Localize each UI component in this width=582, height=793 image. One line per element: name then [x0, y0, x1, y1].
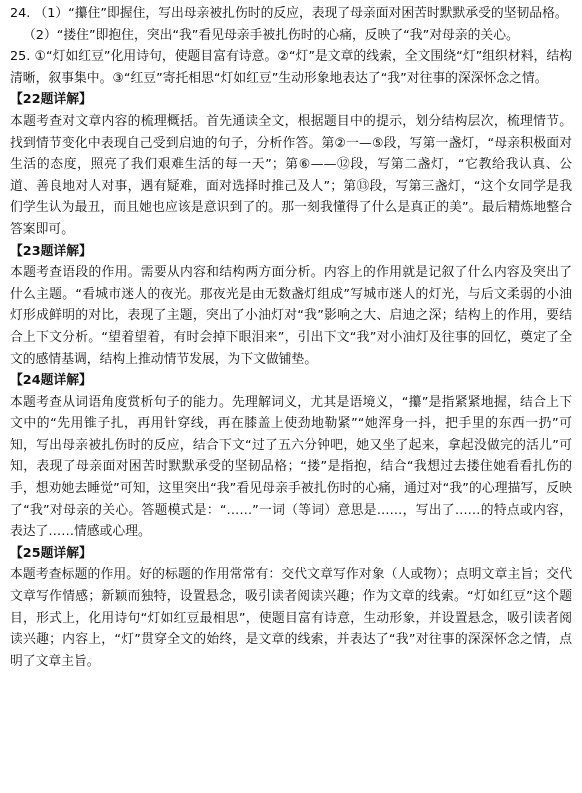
section-heading: 【23题详解】 — [10, 243, 92, 259]
answer-paragraph: 本题考查从词语角度赏析句子的能力。先理解词义，尤其是语境义，“攥”是指紧紧地握，结合上下文中的“先用锥子扎，再用针穿线，再在膝盖上使劲地勒紧”“她浑身一抖，把手里的东西一扔”可知，写出母亲被扎伤时的反应，结合下文“过了五六分钟吧，她又坐了起来，拿起没做完的活儿”可知，表现了母亲面对困苦时默默承受的坚韧品格；“搂”是指抱，结合“我想过去搂住她看看扎伤的手，想劝她去睡觉”可知，这里突出“我”看见母亲手被扎伤时的心痛，通过对“我”的心理描写，反映了“我”对母亲的关心。答题模式是：“……”一词（等词）意思是……，写出了……的特点或内容，表达了……情感或心理。 — [10, 394, 572, 540]
answer-paragraph: 25. ①“灯如红豆”化用诗句，使题目富有诗意。②“灯”是文章的线索，全文围绕“灯”组织材料，结构清晰，叙事集中。③“红豆”寄托相思“灯如红豆”生动形象地表达了“我”对往事的深深怀念之情。 — [10, 49, 572, 86]
answer-paragraph: （2）“搂住”即抱住，突出“我”看见母亲手被扎伤时的心痛，反映了“我”对母亲的关心。 — [23, 27, 519, 43]
answer-paragraph: 24. （1）“攥住”即握住，写出母亲被扎伤时的反应，表现了母亲面对困苦时默默承受的坚韧品格。 — [10, 6, 568, 21]
section-heading: 【22题详解】 — [10, 92, 92, 108]
answer-paragraph: 本题考查对文章内容的梳理概括。首先通读全文，根据题目中的提示，划分结构层次，梳理情节。找到情节变化中表现自己受到启迪的句子，分析作答。第②一—⑤段，写第一盏灯，“母亲积极面对生活的态度，照亮了我们艰难生活的每一天”；第⑥——⑫段，写第二盏灯，“它教给我认真、公道、善良地对人对事，遇有疑难，面对选择时推己及人”；第⑬段，写第三盏灯，“这个女同学是我们学生认为最丑，而且她也应该是意识到了的。那一刻我懂得了什么是真正的美”。最后精炼地整合答案即可。 — [10, 113, 572, 237]
section-heading: 【25题详解】 — [10, 545, 92, 561]
answer-paragraph: 本题考查语段的作用。需要从内容和结构两方面分析。内容上的作用就是记叙了什么内容及突出了什么主题。“看城市迷人的夜光。那夜光是由无数盏灯组成”写城市迷人的灯光，与后文柔弱的小油灯形成鲜明的对比，表现了主题，突出了小油灯对“我”影响之大、启迪之深；结构上的作用，要结合上下文分析。“望着望着，有时会掉下眼泪来”，引出下文“我”对小油灯及往事的回忆，奠定了全文的感情基调，结构上推动情节发展，为下文做铺垫。 — [10, 265, 572, 367]
answer-paragraph: 本题考查标题的作用。好的标题的作用常常有：交代文章写作对象（人或物）；点明文章主旨；交代文章写作情感；新颖而独特，设置悬念，吸引读者阅读兴趣；作为文章的线索。“灯如红豆”这个题目，形式上，化用诗句“灯如红豆最相思”，使题目富有诗意，生动形象，并设置悬念，吸引读者阅读兴趣；内容上，“灯”贯穿全文的始终，是文章的线索，并表达了“我”对往事的深深怀念之情，点明了文章主旨。 — [10, 567, 572, 669]
section-heading: 【24题详解】 — [10, 373, 92, 389]
